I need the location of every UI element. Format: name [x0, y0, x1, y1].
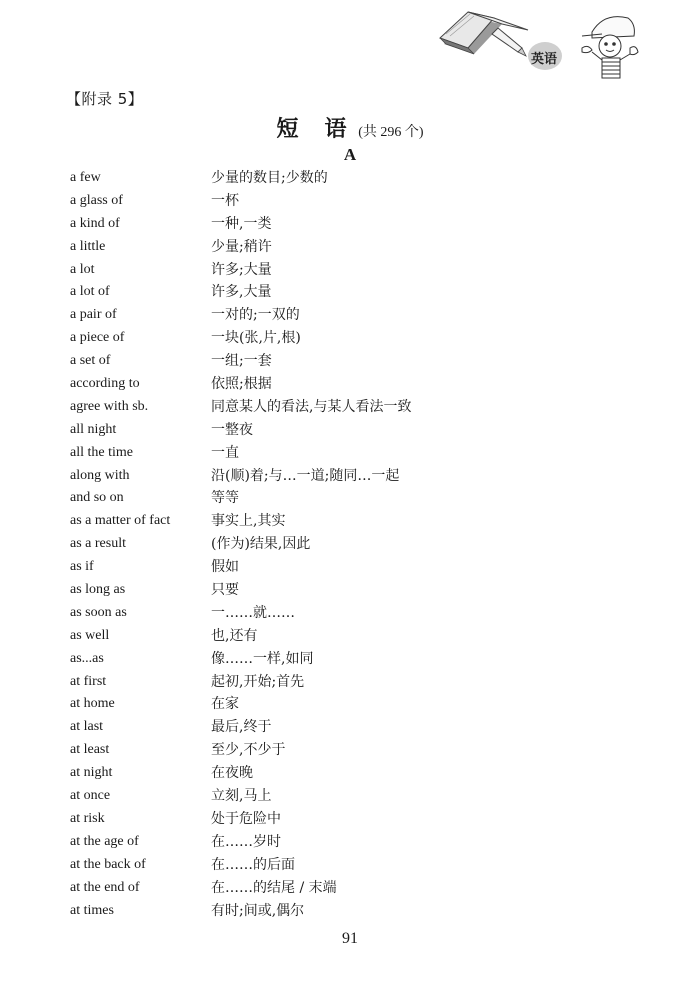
list-item: [70, 855, 630, 878]
list-item: [70, 694, 630, 717]
phrase-zh: 一种,一类: [211, 215, 272, 232]
list-item: [70, 557, 630, 580]
phrase-zh: 有时;间或,偶尔: [211, 902, 305, 919]
phrase-zh: 一对的;一双的: [211, 307, 300, 324]
list-item: [70, 901, 630, 924]
phrase-en: along with: [70, 467, 130, 483]
phrase-en: at once: [70, 788, 111, 804]
phrase-zh: 在……岁时: [211, 833, 281, 850]
list-item: [70, 305, 630, 328]
section-letter: A: [343, 145, 357, 164]
phrase-zh: 至少,不少于: [211, 742, 286, 759]
phrase-en: as soon as: [70, 604, 127, 620]
phrase-zh: 少量;稍许: [211, 238, 272, 255]
phrase-en: at the age of: [70, 833, 139, 849]
list-item: [70, 626, 630, 649]
list-item: [70, 282, 630, 305]
book-pencil-icon: [432, 4, 672, 82]
phrase-en: at least: [70, 742, 110, 758]
phrase-zh: 一……就……: [211, 604, 295, 621]
list-item: [70, 511, 630, 534]
phrase-en: according to: [70, 376, 140, 392]
phrase-en: a little: [70, 238, 106, 254]
phrase-zh: 一直: [211, 444, 239, 461]
list-item: [70, 260, 630, 283]
phrase-en: a lot: [70, 261, 95, 277]
list-item: [70, 809, 630, 832]
page-number: 91: [342, 930, 358, 947]
list-item: [70, 168, 630, 191]
list-item: [70, 397, 630, 420]
list-item: [70, 763, 630, 786]
phrase-en: at home: [70, 696, 115, 712]
phrase-zh: 在家: [211, 696, 239, 713]
list-item: [70, 351, 630, 374]
phrase-en: as a result: [70, 536, 126, 552]
list-item: [70, 214, 630, 237]
phrase-zh: 许多,大量: [211, 284, 272, 301]
phrase-en: a set of: [70, 353, 111, 369]
phrase-list: [70, 168, 630, 923]
phrase-en: and so on: [70, 490, 124, 506]
phrase-en: at night: [70, 765, 113, 781]
phrase-zh: 最后,终于: [211, 719, 272, 736]
list-item: [70, 443, 630, 466]
phrase-en: as...as: [70, 650, 104, 666]
phrase-zh: 一整夜: [211, 421, 253, 438]
phrase-zh: 像……一样,如同: [211, 650, 314, 667]
list-item: [70, 534, 630, 557]
page-title: [0, 112, 700, 143]
english-badge-label: 英语: [531, 52, 558, 67]
phrase-en: at last: [70, 719, 104, 735]
title-char-1: 短: [276, 117, 299, 142]
phrase-zh: 只要: [211, 582, 239, 599]
phrase-zh: (作为)结果,因此: [211, 536, 311, 553]
phrase-zh: 在……的结尾 / 末端: [211, 879, 337, 896]
phrase-zh: 处于危险中: [211, 810, 281, 827]
list-item: [70, 420, 630, 443]
phrase-en: at risk: [70, 810, 105, 826]
list-item: [70, 374, 630, 397]
phrase-en: at first: [70, 673, 107, 689]
header-illustration: [432, 4, 672, 82]
phrase-en: a kind of: [70, 215, 120, 231]
list-item: [70, 878, 630, 901]
list-item: [70, 649, 630, 672]
phrase-en: as a matter of fact: [70, 513, 171, 529]
phrase-en: at the end of: [70, 879, 140, 895]
phrase-en: a piece of: [70, 330, 125, 346]
phrase-zh: 在……的后面: [211, 856, 295, 873]
phrase-en: at the back of: [70, 856, 146, 872]
list-item: [70, 191, 630, 214]
phrase-zh: 沿(顺)着;与…一道;随同…一起: [211, 467, 400, 484]
phrase-zh: 立刻,马上: [211, 788, 272, 805]
list-item: [70, 832, 630, 855]
phrase-en: as if: [70, 559, 94, 575]
phrase-zh: 少量的数目;少数的: [211, 170, 328, 186]
list-item: [70, 488, 630, 511]
list-item: [70, 328, 630, 351]
phrase-zh: 也,还有: [211, 627, 258, 644]
phrase-zh: 假如: [211, 559, 239, 576]
phrase-en: a pair of: [70, 307, 117, 323]
phrase-en: all night: [70, 421, 117, 437]
phrase-en: at times: [70, 902, 114, 918]
phrase-zh: 一块(张,片,根): [211, 330, 301, 347]
title-char-2: 语: [324, 117, 347, 142]
list-item: [70, 580, 630, 603]
list-item: [70, 466, 630, 489]
list-item: [70, 717, 630, 740]
phrase-zh: 一杯: [211, 192, 239, 209]
title-count: (共 296 个): [358, 125, 424, 140]
phrase-en: as long as: [70, 582, 126, 598]
phrase-zh: 一组;一套: [211, 353, 272, 370]
phrase-zh: 在夜晚: [211, 765, 253, 782]
list-item: [70, 786, 630, 809]
phrase-en: a lot of: [70, 284, 110, 300]
phrase-zh: 依照;根据: [211, 376, 272, 393]
phrase-en: all the time: [70, 444, 133, 460]
list-item: [70, 672, 630, 695]
phrase-zh: 同意某人的看法,与某人看法一致: [211, 398, 412, 415]
phrase-zh: 等等: [211, 490, 239, 507]
phrase-zh: 许多;大量: [211, 261, 272, 278]
list-item: [70, 603, 630, 626]
list-item: [70, 740, 630, 763]
phrase-en: as well: [70, 627, 110, 643]
phrase-en: a few: [70, 170, 101, 185]
phrase-zh: 起初,开始;首先: [211, 673, 305, 690]
phrase-en: a glass of: [70, 192, 123, 208]
list-item: [70, 237, 630, 260]
appendix-label: 【附录 5】: [66, 90, 144, 108]
phrase-zh: 事实上,其实: [211, 513, 286, 530]
phrase-en: agree with sb.: [70, 398, 149, 414]
